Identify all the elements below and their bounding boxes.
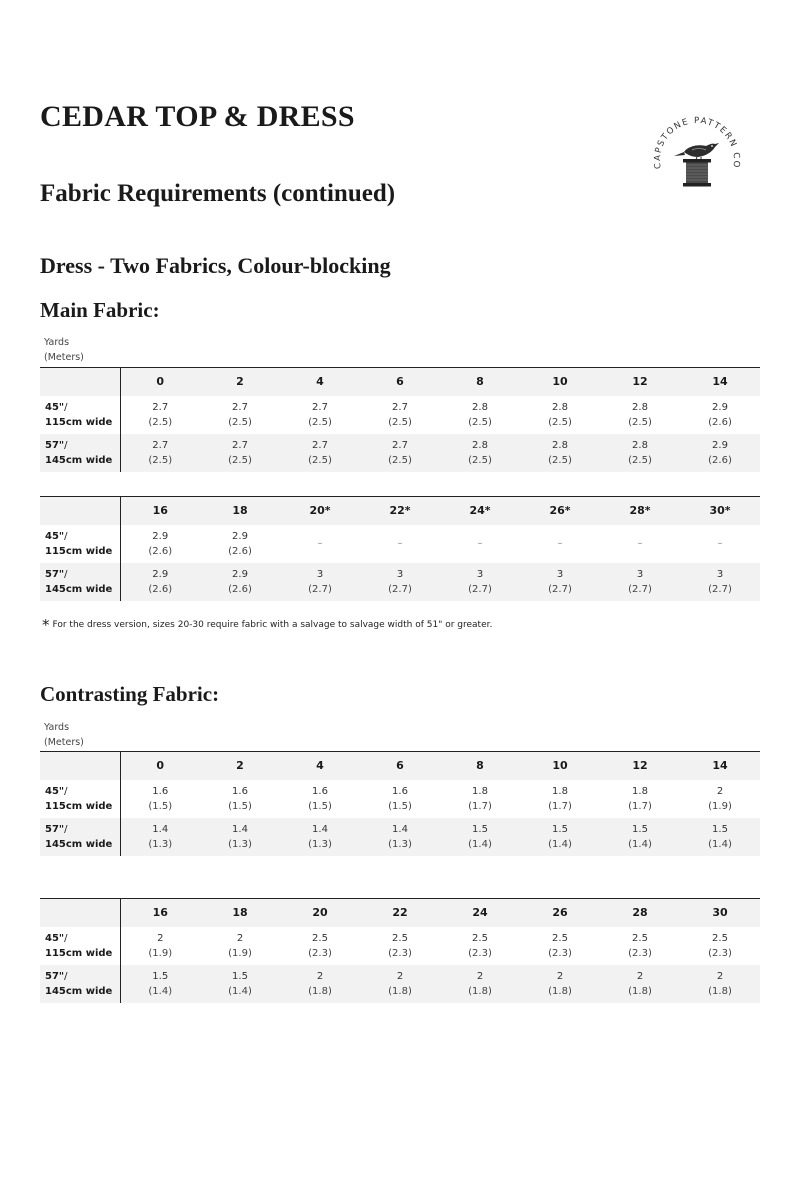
- size-header: 14: [712, 759, 728, 773]
- meters-value: (2.3): [468, 947, 492, 959]
- yards-value: 1.5: [552, 823, 568, 835]
- yards-value: 2.7: [392, 439, 408, 451]
- table-row: [40, 780, 760, 818]
- size-header: 10: [552, 375, 568, 389]
- yardage-cell: [520, 396, 600, 434]
- yardage-cell: [200, 434, 280, 472]
- meters-value: (1.4): [148, 985, 173, 997]
- yards-value: 2: [556, 970, 564, 982]
- yardage-cell: [120, 927, 200, 965]
- meters-value: (2.3): [548, 947, 572, 959]
- yardage-cell: [200, 965, 280, 1003]
- meters-value: (2.3): [308, 947, 332, 959]
- width-inches: [45, 567, 120, 582]
- contrasting-fabric-table-sizes-0-14: [40, 751, 760, 856]
- yards-value: 1.5: [712, 823, 728, 835]
- width-cm: 115cm wide: [45, 545, 113, 557]
- yardage-cell: [440, 965, 520, 1003]
- yardage-cell: [200, 396, 280, 434]
- yards-value: 2.7: [232, 401, 248, 413]
- meters-value: (1.4): [708, 838, 732, 850]
- size-header: 28*: [629, 504, 651, 518]
- yardage-cell: [360, 525, 440, 563]
- yards-value: 1.4: [312, 823, 328, 835]
- width-cm: 115cm wide: [45, 416, 113, 428]
- width-cm: 145cm wide: [45, 454, 113, 466]
- subsection-heading: Dress - Two Fabrics, Colour-blocking: [40, 253, 391, 278]
- meters-value: (1.7): [628, 800, 652, 812]
- width-inches: [45, 931, 120, 946]
- yards-value: 2: [316, 970, 324, 982]
- yards-value: 1.6: [232, 785, 248, 797]
- size-header: 18: [232, 906, 248, 920]
- yardage-cell: [200, 563, 280, 601]
- size-header: 12: [632, 375, 648, 389]
- width-inches: [45, 529, 120, 544]
- yards-value: 3: [396, 568, 404, 580]
- meters-value: (1.3): [308, 838, 332, 850]
- meters-value: (2.7): [308, 583, 332, 595]
- fabric-width-label: [40, 780, 120, 818]
- yards-value: 1.4: [152, 823, 169, 835]
- table-row: [40, 396, 760, 434]
- meters-value: (1.3): [148, 838, 173, 850]
- contrasting-fabric-heading: Contrasting Fabric:: [40, 682, 220, 706]
- size-header: 10: [552, 759, 568, 773]
- yardage-cell: [200, 780, 280, 818]
- main-fabric-units-legend: [44, 335, 84, 365]
- meters-value: (2.7): [708, 583, 732, 595]
- width-slash: /: [64, 439, 68, 451]
- size-header: 8: [476, 375, 484, 389]
- size-header: 16: [152, 906, 168, 920]
- yards-value: 3: [476, 568, 484, 580]
- yardage-cell: [520, 563, 600, 601]
- yardage-cell: [120, 434, 200, 472]
- main-fabric-table-sizes-16-30: [40, 496, 760, 601]
- yardage-cell: [120, 396, 200, 434]
- yardage-cell: [520, 434, 600, 472]
- meters-value: (2.3): [388, 947, 412, 959]
- not-available-dash: –: [397, 538, 403, 549]
- table-body: [40, 525, 760, 601]
- yards-value: 1.5: [472, 823, 488, 835]
- yards-value: 2.7: [312, 439, 328, 451]
- width-slash: /: [64, 401, 68, 413]
- size-header-label-cell: [40, 899, 120, 927]
- width-slash: /: [64, 568, 68, 580]
- yards-value: 2.5: [632, 932, 648, 944]
- table-body: [40, 396, 760, 472]
- size-header-row: [40, 899, 760, 927]
- yardage-cell: [280, 525, 360, 563]
- yards-value: 2.5: [712, 932, 728, 944]
- yards-value: 1.6: [312, 785, 328, 797]
- yards-value: 2: [236, 932, 244, 944]
- not-available-dash: –: [557, 538, 563, 549]
- meters-value: (1.5): [228, 800, 252, 812]
- fabric-width-label: [40, 563, 120, 601]
- yards-value: 2.8: [472, 401, 488, 413]
- footnote-text: For the dress version, sizes 20-30 require fabric with a salvage to salvage width of 51" or greater.: [52, 620, 493, 630]
- yardage-cell: [120, 965, 200, 1003]
- table-row: [40, 434, 760, 472]
- meters-value: (2.5): [308, 416, 332, 428]
- not-available-dash: –: [637, 538, 643, 549]
- yardage-cell: [280, 434, 360, 472]
- yards-value: 2.8: [632, 439, 648, 451]
- meters-value: (1.5): [388, 800, 412, 812]
- meters-value: (2.5): [628, 416, 652, 428]
- meters-value: (2.6): [708, 454, 732, 466]
- yards-value: 3: [556, 568, 564, 580]
- yards-value: 2.5: [392, 932, 408, 944]
- width-cm: 145cm wide: [45, 985, 113, 997]
- meters-value: (2.6): [228, 545, 252, 557]
- footnote-asterisk: *: [42, 616, 50, 634]
- size-header: 22: [392, 906, 408, 920]
- not-available-dash: –: [717, 538, 723, 549]
- size-header: 6: [396, 375, 404, 389]
- meters-value: (1.8): [628, 985, 652, 997]
- yardage-cell: [200, 525, 280, 563]
- yardage-cell: [440, 525, 520, 563]
- yards-value: 2.9: [152, 568, 169, 580]
- yards-value: 2.9: [232, 530, 248, 542]
- yards-value: 2.9: [712, 401, 728, 413]
- meters-value: (1.4): [228, 985, 252, 997]
- size-header: 0: [156, 759, 165, 773]
- capstone-logo: [648, 102, 746, 200]
- yards-value: 1.8: [552, 785, 568, 797]
- footnote: [42, 616, 492, 634]
- yardage-cell: [680, 563, 760, 601]
- fabric-width-label: [40, 927, 120, 965]
- fabric-width-label: [40, 525, 120, 563]
- size-header: 22*: [389, 504, 411, 518]
- yardage-cell: [600, 525, 680, 563]
- width-slash: /: [64, 970, 68, 982]
- yards-value: 2.9: [712, 439, 728, 451]
- width-inches: [45, 438, 120, 453]
- yardage-cell: [600, 563, 680, 601]
- yardage-cell: [360, 965, 440, 1003]
- size-header: 24: [472, 906, 488, 920]
- yards-value: 2.9: [152, 530, 169, 542]
- width-inches-value: 45": [45, 932, 65, 944]
- yards-value: 2: [716, 785, 724, 797]
- size-header-row: [40, 497, 760, 525]
- size-header: 8: [476, 759, 484, 773]
- yardage-cell: [280, 396, 360, 434]
- size-header: 28: [632, 906, 648, 920]
- fabric-width-label: [40, 818, 120, 856]
- yards-value: 2.5: [552, 932, 568, 944]
- yardage-cell: [280, 927, 360, 965]
- size-header: 20*: [309, 504, 331, 518]
- yards-value: 2: [636, 970, 644, 982]
- size-header: 4: [316, 375, 324, 389]
- meters-value: (1.8): [548, 985, 572, 997]
- width-cm: 145cm wide: [45, 838, 113, 850]
- yards-value: 1.8: [472, 785, 488, 797]
- units-meters-label: (Meters): [44, 737, 84, 748]
- yards-value: 2.8: [552, 439, 568, 451]
- yardage-cell: [440, 927, 520, 965]
- yardage-cell: [360, 818, 440, 856]
- width-slash: /: [64, 785, 68, 797]
- yardage-cell: [600, 927, 680, 965]
- meters-value: (1.9): [708, 800, 732, 812]
- yardage-cell: [200, 927, 280, 965]
- size-header: 4: [316, 759, 324, 773]
- logo-arc-text: CAPSTONE PATTERN CO: [652, 115, 742, 170]
- yardage-cell: [520, 927, 600, 965]
- size-header: 30*: [709, 504, 731, 518]
- table-body: [40, 780, 760, 856]
- meters-value: (2.3): [628, 947, 652, 959]
- meters-value: (1.3): [388, 838, 412, 850]
- table-row: [40, 563, 760, 601]
- main-fabric-table-sizes-0-14: [40, 367, 760, 472]
- yardage-cell: [680, 396, 760, 434]
- yards-value: 2: [157, 932, 164, 944]
- meters-value: (2.5): [308, 454, 332, 466]
- bird-on-spool-logo-icon: [648, 102, 746, 200]
- yardage-cell: [680, 434, 760, 472]
- meters-value: (2.5): [548, 454, 572, 466]
- meters-value: (2.5): [468, 454, 492, 466]
- meters-value: (2.5): [388, 454, 412, 466]
- yardage-cell: [600, 818, 680, 856]
- width-inches-value: 57": [45, 970, 65, 982]
- yards-value: 2: [396, 970, 404, 982]
- size-header-label-cell: [40, 752, 120, 780]
- width-inches-value: 57": [45, 823, 65, 835]
- yardage-cell: [440, 434, 520, 472]
- yards-value: 2.5: [312, 932, 328, 944]
- size-header-row: [40, 368, 760, 396]
- yardage-cell: [600, 780, 680, 818]
- meters-value: (1.7): [548, 800, 572, 812]
- yardage-cell: [280, 818, 360, 856]
- table-row: [40, 525, 760, 563]
- yardage-cell: [680, 818, 760, 856]
- size-header-label-cell: [40, 497, 120, 525]
- yardage-cell: [440, 818, 520, 856]
- meters-value: (2.7): [548, 583, 572, 595]
- table-body: [40, 927, 760, 1003]
- size-header: 12: [632, 759, 648, 773]
- meters-value: (1.4): [548, 838, 572, 850]
- yardage-cell: [120, 780, 200, 818]
- yardage-cell: [120, 525, 200, 563]
- meters-value: (2.5): [388, 416, 412, 428]
- meters-value: (1.5): [148, 800, 173, 812]
- meters-value: (2.7): [628, 583, 652, 595]
- yards-value: 1.4: [392, 823, 408, 835]
- size-header: 26*: [549, 504, 571, 518]
- yardage-cell: [280, 563, 360, 601]
- units-meters-label: (Meters): [44, 352, 84, 363]
- contrasting-fabric-table-sizes-16-30: [40, 898, 760, 1003]
- width-inches-value: 45": [45, 785, 65, 797]
- yardage-cell: [360, 780, 440, 818]
- width-inches-value: 45": [45, 401, 65, 413]
- yards-value: 2: [716, 970, 724, 982]
- width-cm: 115cm wide: [45, 800, 113, 812]
- meters-value: (1.4): [468, 838, 492, 850]
- yardage-cell: [360, 434, 440, 472]
- meters-value: (2.3): [708, 947, 732, 959]
- meters-value: (2.5): [548, 416, 572, 428]
- yards-value: 2.7: [312, 401, 328, 413]
- yards-value: 3: [716, 568, 724, 580]
- meters-value: (1.5): [308, 800, 332, 812]
- size-header: 2: [236, 375, 244, 389]
- fabric-width-label: [40, 965, 120, 1003]
- yards-value: 1.5: [632, 823, 648, 835]
- meters-value: (2.7): [468, 583, 492, 595]
- size-header: 6: [396, 759, 404, 773]
- yards-value: 2.9: [232, 568, 248, 580]
- yardage-cell: [600, 434, 680, 472]
- meters-value: (2.6): [708, 416, 732, 428]
- yardage-cell: [120, 818, 200, 856]
- table-row: [40, 927, 760, 965]
- section-heading: Fabric Requirements (continued): [40, 180, 396, 207]
- yardage-cell: [280, 965, 360, 1003]
- meters-value: (1.8): [308, 985, 332, 997]
- size-header-label-cell: [40, 368, 120, 396]
- yards-value: 1.5: [232, 970, 248, 982]
- meters-value: (1.4): [628, 838, 652, 850]
- size-header: 20: [312, 906, 328, 920]
- width-inches: [45, 400, 120, 415]
- meters-value: (2.5): [468, 416, 492, 428]
- yardage-cell: [200, 818, 280, 856]
- meters-value: (2.5): [148, 454, 173, 466]
- size-header: 26: [552, 906, 568, 920]
- width-cm: 145cm wide: [45, 583, 113, 595]
- yards-value: 1.8: [632, 785, 648, 797]
- not-available-dash: –: [477, 538, 483, 549]
- yardage-cell: [520, 818, 600, 856]
- yardage-cell: [680, 965, 760, 1003]
- size-header: 18: [232, 504, 248, 518]
- width-inches: [45, 822, 120, 837]
- yardage-cell: [440, 563, 520, 601]
- yards-value: 2.5: [472, 932, 488, 944]
- yards-value: 1.6: [392, 785, 408, 797]
- yardage-cell: [360, 563, 440, 601]
- yards-value: 3: [636, 568, 644, 580]
- page-title: CEDAR TOP & DRESS: [40, 100, 355, 133]
- table-row: [40, 965, 760, 1003]
- yards-value: 3: [316, 568, 324, 580]
- meters-value: (2.6): [148, 545, 173, 557]
- meters-value: (1.7): [468, 800, 492, 812]
- yards-value: 1.5: [152, 970, 169, 982]
- yardage-cell: [280, 780, 360, 818]
- size-header: 16: [152, 504, 168, 518]
- yards-value: 2.7: [232, 439, 248, 451]
- width-slash: /: [64, 932, 68, 944]
- yardage-cell: [440, 780, 520, 818]
- yards-value: 2.7: [152, 401, 169, 413]
- meters-value: (1.9): [228, 947, 252, 959]
- fabric-width-label: [40, 396, 120, 434]
- yards-value: 2.7: [152, 439, 169, 451]
- width-inches: [45, 969, 120, 984]
- yardage-cell: [680, 525, 760, 563]
- yardage-cell: [360, 927, 440, 965]
- size-header: 2: [236, 759, 244, 773]
- yardage-cell: [360, 396, 440, 434]
- not-available-dash: –: [317, 538, 323, 549]
- width-slash: /: [64, 530, 68, 542]
- fabric-width-label: [40, 434, 120, 472]
- size-header-row: [40, 752, 760, 780]
- yards-value: 1.4: [232, 823, 248, 835]
- meters-value: (2.5): [228, 416, 252, 428]
- width-inches-value: 57": [45, 568, 65, 580]
- yardage-cell: [680, 780, 760, 818]
- contrasting-fabric-units-legend: [44, 720, 84, 750]
- meters-value: (2.5): [228, 454, 252, 466]
- meters-value: (1.8): [708, 985, 732, 997]
- width-inches: [45, 784, 120, 799]
- meters-value: (1.3): [228, 838, 252, 850]
- size-header: 0: [156, 375, 165, 389]
- yards-value: 2: [476, 970, 484, 982]
- size-header: 14: [712, 375, 728, 389]
- yards-value: 2.8: [552, 401, 568, 413]
- yardage-cell: [520, 780, 600, 818]
- meters-value: (2.5): [628, 454, 652, 466]
- yardage-cell: [680, 927, 760, 965]
- yardage-cell: [520, 525, 600, 563]
- width-cm: 115cm wide: [45, 947, 113, 959]
- meters-value: (1.8): [468, 985, 492, 997]
- units-yards-label: Yards: [44, 337, 70, 348]
- width-inches-value: 45": [45, 530, 65, 542]
- meters-value: (2.5): [148, 416, 173, 428]
- width-inches-value: 57": [45, 439, 65, 451]
- yards-value: 1.6: [152, 785, 169, 797]
- units-yards-label: Yards: [44, 722, 70, 733]
- meters-value: (2.6): [148, 583, 173, 595]
- yardage-cell: [600, 965, 680, 1003]
- yards-value: 2.8: [632, 401, 648, 413]
- yardage-cell: [440, 396, 520, 434]
- yardage-cell: [520, 965, 600, 1003]
- table-row: [40, 818, 760, 856]
- meters-value: (1.8): [388, 985, 412, 997]
- main-fabric-heading: Main Fabric:: [40, 298, 160, 322]
- width-slash: /: [64, 823, 68, 835]
- size-header: 24*: [469, 504, 491, 518]
- size-header: 30: [712, 906, 728, 920]
- yards-value: 2.8: [472, 439, 488, 451]
- meters-value: (1.9): [148, 947, 173, 959]
- yards-value: 2.7: [392, 401, 408, 413]
- meters-value: (2.7): [388, 583, 412, 595]
- yardage-cell: [120, 563, 200, 601]
- meters-value: (2.6): [228, 583, 252, 595]
- yardage-cell: [600, 396, 680, 434]
